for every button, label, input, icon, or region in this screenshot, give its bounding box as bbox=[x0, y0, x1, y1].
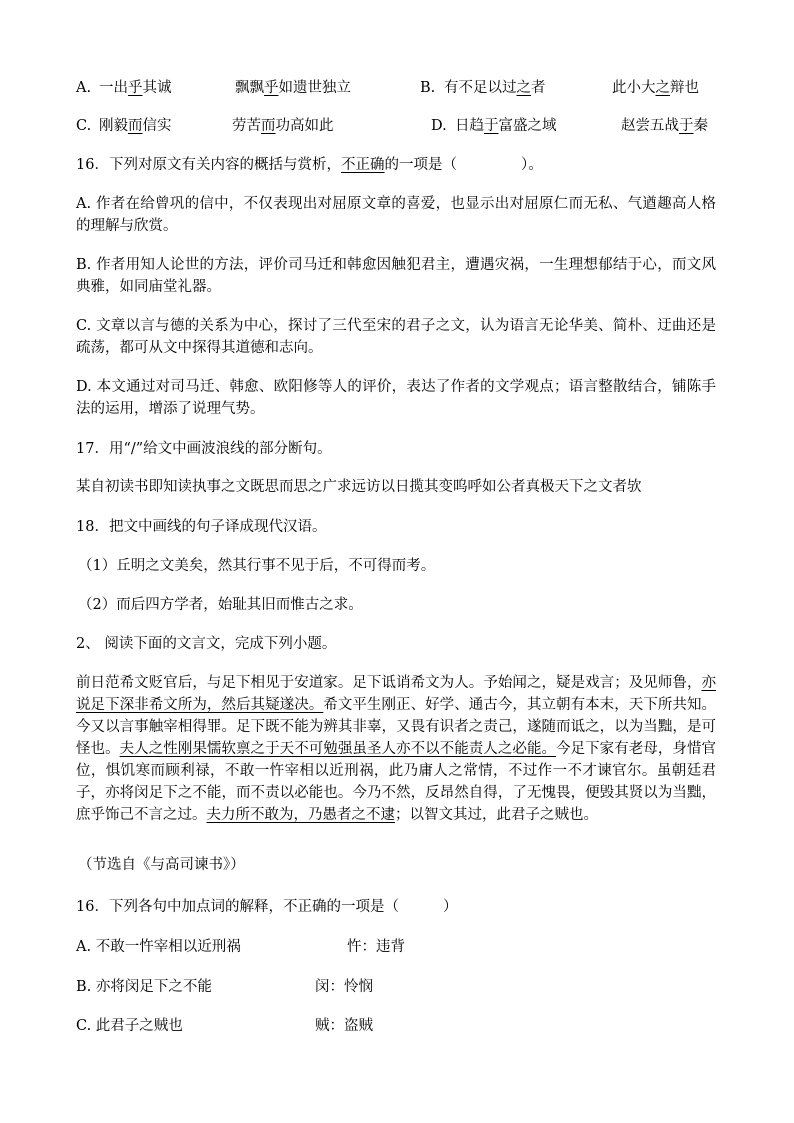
option-d-phrase1: 日趋于富盛之域 bbox=[455, 118, 557, 134]
question-16b-option-b: B. 亦将闵足下之不能 bbox=[76, 979, 212, 995]
question-16-option-d: D. 本文通过对司马迁、韩愈、欧阳修等人的评价，表达了作者的文学观点；语言整散结合，铺陈手法的运用，增添了说理气势。 bbox=[76, 379, 716, 417]
question-18-stem: 18．把文中画线的句子译成现代汉语。 bbox=[76, 519, 327, 535]
question-16b-stem: 16．下列各句中加点词的解释，不正确的一项是（ ） bbox=[76, 899, 458, 915]
question-16b-option-c: C. 此君子之贼也 bbox=[76, 1018, 183, 1034]
option-c-phrase1: 刚毅而信实 bbox=[99, 118, 172, 134]
option-a-phrase2: 飘飘乎如遗世独立 bbox=[235, 80, 351, 96]
option-d-label: D. bbox=[431, 118, 447, 134]
option-a-phrase1: 一出乎其诚 bbox=[99, 80, 172, 96]
question-16b-option-a-explanation: 忤：违背 bbox=[347, 939, 405, 955]
option-c-phrase2: 劳苦而功高如此 bbox=[232, 118, 334, 134]
question-16-stem: 16．下列对原文有关内容的概括与赏析，不正确的一项是（ ）。 bbox=[76, 157, 543, 173]
question-17-stem: 17．用“/”给文中画波浪线的部分断句。 bbox=[76, 441, 332, 457]
section-2-title: 2、 阅读下面的文言文，完成下列小题。 bbox=[76, 636, 337, 652]
question-18-sentence-2: （2）而后四方学者，始耻其旧而惟古之求。 bbox=[78, 597, 363, 613]
question-17-text: 某自初读书即知读执事之文既思而思之广求远访以日揽其变呜呼如公者真极天下之文者欤 bbox=[76, 479, 642, 495]
passage-text: 前日范希文贬官后，与足下相见于安道家。足下诋诮希文为人。予始闻之，疑是戏言；及见师鲁，亦说足下深非希文所为，然后其疑遂决。希文平生刚正、好学、通古今，其立朝有本末，天下所共知。今又以言事触宰相得罪。足下既不能为辨其非辜，又畏有识者之责己，遂随而诋之，以为当黜，是可怪也。夫人之性刚果懦软禀之于天不可勉强虽圣人亦不以不能责人之必能。今足下家有老母，身惜官位，惧饥寒而顾利禄，不敢一忤宰相以近刑祸，此乃庸人之常情，不过作一不才谏官尔。虽朝廷君子，亦将闵足下之不能，而不责以必能也。今乃不然，反昂然自得，了无愧畏，便毁其贤以为当黜，庶乎饰己不言之过。夫力所不敢为，乃愚者之不逮；以智文其过，此君子之贼也。 bbox=[76, 675, 717, 823]
question-16-option-c: C. 文章以言与德的关系为中心，探讨了三代至宋的君子之文，认为语言无论华美、简朴、迂曲还是疏荡，都可从文中探得其道德和志向。 bbox=[76, 318, 716, 356]
option-a-label: A. bbox=[76, 80, 92, 96]
option-d-phrase2: 赵尝五战于秦 bbox=[621, 118, 708, 134]
option-b-phrase1: 有不足以过之者 bbox=[444, 80, 546, 96]
question-16b-option-c-explanation: 贼：盗贼 bbox=[315, 1018, 373, 1034]
question-18-sentence-1: （1）丘明之文美矣，然其行事不见于后，不可得而考。 bbox=[78, 558, 436, 574]
option-b-phrase2: 此小大之辩也 bbox=[612, 80, 699, 96]
question-16b-option-a: A. 不敢一忤宰相以近刑祸 bbox=[76, 939, 241, 955]
question-16-option-a: A. 作者在给曾巩的信中，不仅表现出对屈原文章的喜爱，也显示出对屈原仁而无私、气遒趣高人格的理解与欣赏。 bbox=[76, 196, 716, 234]
option-c-label: C. bbox=[76, 118, 92, 134]
question-16b-option-b-explanation: 闵：怜悯 bbox=[315, 979, 373, 995]
question-16-option-b: B. 作者用知人论世的方法，评价司马迁和韩愈因触犯君主，遭遇灾祸，一生理想郁结于心，而文风典雅，如同庙堂礼器。 bbox=[76, 257, 716, 295]
passage-source: （节选自《与高司谏书》） bbox=[78, 857, 245, 873]
option-b-label: B. bbox=[420, 80, 436, 96]
